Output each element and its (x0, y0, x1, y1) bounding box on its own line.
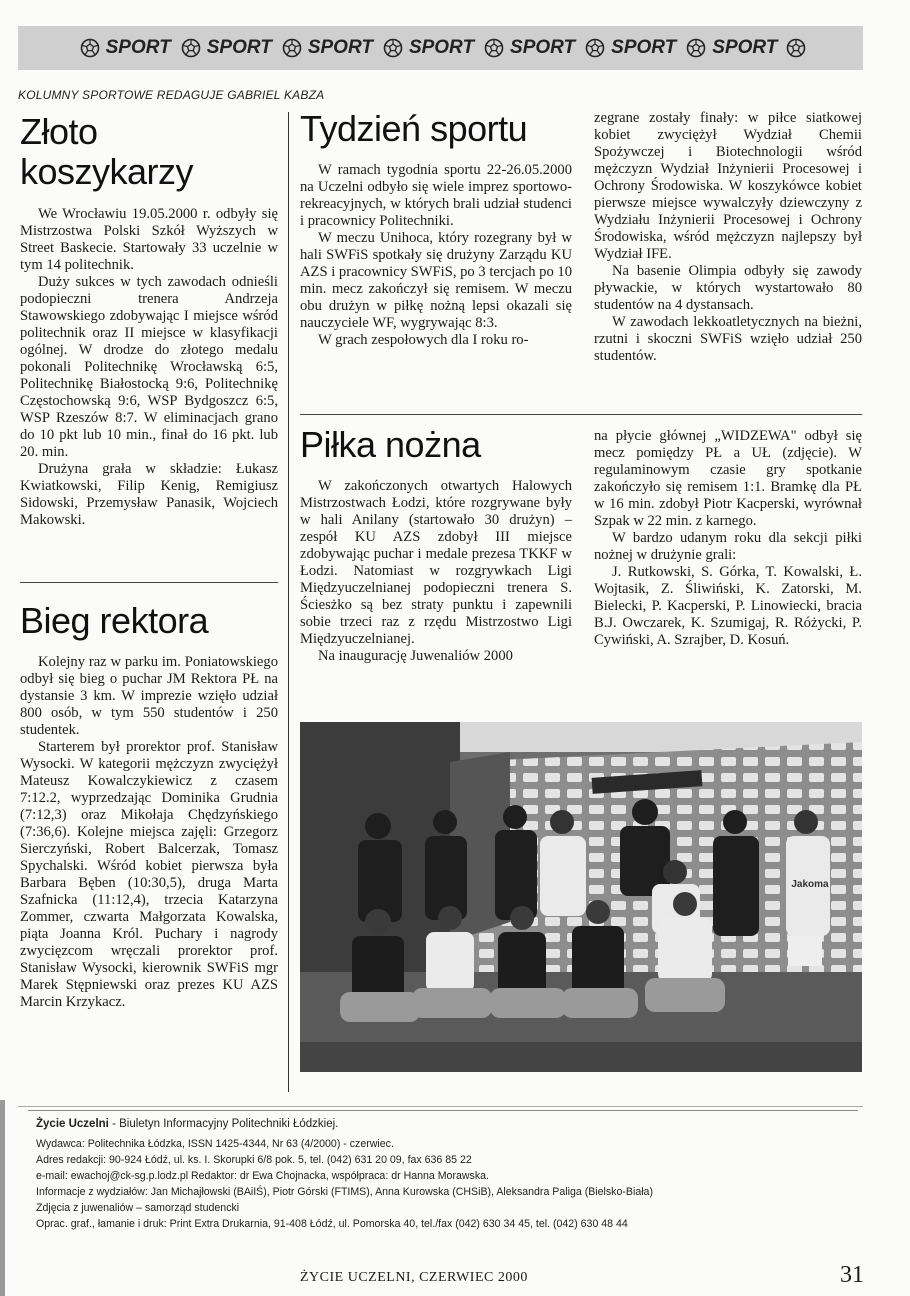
colophon-line: Wydawca: Politechnika Łódzka, ISSN 1425-4344, Nr 63 (4/2000) - czerwiec. (36, 1138, 394, 1150)
article-title (20, 112, 278, 192)
team-photo-illustration (300, 722, 862, 1072)
football-icon (686, 38, 706, 58)
team-photo (300, 722, 862, 1072)
colophon-line: Adres redakcji: 90-924 Łódź, ul. ks. I. Skorupki 6/8 pok. 5, tel. (042) 631 20 09, fax 636 85 22 (36, 1154, 472, 1166)
article-title: Tydzień sportu (300, 108, 528, 149)
article-body (20, 654, 278, 1011)
paragraph: Starterem był prorektor prof. Stanisław Wysocki. W kategorii mężczyzn zwyciężył Mateusz Kowalczykiewicz z czasem 7:12.2, wyprzedzając Dominika Grudnia (7:12,3) oraz Mikołaja Chędzyńskiego (7:36,6). Kolejne miejsca zajęli: Grzegorz Sierczyński, Robert Balcerzak, Tomasz Spychalski. Wśród kobiet pierwsza była Barbara Bęben (10:30,5), druga Marta Szafnicka (11:12,4), trzecia Katarzyna Zommer, czwarta Małgorzata Kowalska, piąta Joanna Król. Puchary i nagrody zwycięzcom wręczali prorektor prof. Stanisław Wysocki, kierownik SWFiS mgr Marek Stępniewski oraz prezes KU AZS Marcin Krzykacz. (20, 739, 278, 1010)
banner-item (686, 37, 777, 59)
article-body-col2 (594, 428, 862, 649)
colophon (28, 1110, 858, 1239)
football-icon (585, 38, 605, 58)
football-icon (484, 38, 504, 58)
colophon-line: Oprac. graf., łamanie i druk: Print Extra Drukarnia, 91-408 Łódź, ul. Pomorska 40, tel./fax (042) 630 34 45, tel. (042) 630 48 44 (36, 1218, 628, 1230)
banner-item (181, 37, 272, 59)
section-divider (300, 414, 862, 415)
colophon-title-rest: - Biuletyn Informacyjny Politechniki Łódzkiej. (108, 1118, 339, 1130)
paragraph: na płycie głównej „WIDZEWA" odbył się mecz pomiędzy PŁ a UŁ (zdjęcie). W regulaminowym czasie gry spotkanie zakończyło się remisem 1:1. Bramkę dla PŁ w 16 min. zdobył Piotr Kacperski, wyrównał Szpak w 22 min. z karnego. (594, 428, 862, 529)
banner-item (484, 37, 575, 59)
banner-label: SPORT (206, 37, 272, 58)
section-divider (20, 582, 278, 583)
football-icon (786, 38, 806, 58)
paragraph: Na inaugurację Juwenaliów 2000 (318, 648, 513, 664)
article-tydzien-sportu-col2 (594, 110, 862, 365)
paragraph: W bardzo udanym roku dla sekcji piłki nożnej w drużynie grali: (594, 530, 862, 563)
article-pilka-nozna (300, 424, 572, 665)
paragraph: Kolejny raz w parku im. Poniatowskiego odbył się bieg o puchar JM Rektora PŁ na dystansie 3 km. W imprezie wzięło udział 800 osób, w tym 550 studentów i 250 studentek. (20, 654, 278, 738)
football-icon (282, 38, 302, 58)
banner-label: SPORT (712, 37, 778, 58)
article-body-col2 (594, 110, 862, 365)
football-icon (80, 38, 100, 58)
article-tydzien-sportu (300, 108, 572, 349)
banner-label: SPORT (105, 37, 171, 58)
title-line-2: koszykarzy (20, 151, 194, 192)
article-title: Bieg rektora (20, 600, 209, 641)
football-icon (383, 38, 403, 58)
article-body-col1 (300, 162, 572, 349)
paragraph: W ramach tygodnia sportu 22-26.05.2000 na Uczelni odbyło się wiele imprez sportowo-rekreacyjnych, w których brali udział studenci i pracownicy Politechniki. (300, 162, 572, 229)
article-bieg-rektora (20, 600, 278, 1011)
shirt-text: Jakoma (791, 879, 829, 890)
banner-item (282, 37, 373, 59)
paragraph: zegrane zostały finały: w piłce siatkowej kobiet zwyciężył Wydział Chemii Spożywczej i Biotechnologii wśród mężczyzn Wydział Inżynierii Procesowej i Ochrony Środowiska. W koszykówce kobiet pierwsze miejsce wywalczyły dziewczyny z Wydziału Inżynierii Procesowej i Ochrony Środowiska, wśród mężczyzn najlepszy był Wydział IFE. (594, 110, 862, 262)
title-line-1: Złoto (20, 111, 98, 152)
colophon-line: Informacje z wydziałów: Jan Michajłowski (BAiIŚ), Piotr Górski (FTIMS), Anna Kurowska (CHSiB), Aleksandra Paliga (Bielsko-Biała) (36, 1186, 653, 1198)
colophon-title (36, 1118, 338, 1130)
paragraph: Drużyna grała w składzie: Łukasz Kwiatkowski, Filip Kenig, Remigiusz Sidowski, Przemysław Panasik, Wojciech Makowski. (20, 461, 278, 528)
banner-label: SPORT (510, 37, 576, 58)
publication-footer: ŻYCIE UCZELNI, CZERWIEC 2000 (300, 1270, 528, 1285)
sport-banner (18, 26, 863, 70)
banner-item (383, 37, 474, 59)
colophon-line: e-mail: ewachoj@ck-sg.p.lodz.pl Redaktor: dr Ewa Chojnacka, współpraca: dr Hanna Morawska. (36, 1170, 489, 1182)
paragraph: We Wrocławiu 19.05.2000 r. odbyły się Mistrzostwa Polski Szkół Wyższych w Street Baskecie. Startowały 33 uczelnie w tym 14 politechnik. (20, 206, 278, 273)
banner-label: SPORT (611, 37, 677, 58)
article-pilka-nozna-col2 (594, 428, 862, 649)
article-body-col1 (300, 478, 572, 665)
article-zloto-koszykarzy (20, 112, 278, 529)
paragraph: W grach zespołowych dla I roku ro- (318, 332, 529, 348)
banner-item (585, 37, 676, 59)
article-title: Piłka nożna (300, 424, 481, 465)
football-icon (181, 38, 201, 58)
colophon-line: Zdjęcia z juwenaliów – samorząd studencki (36, 1202, 240, 1214)
paragraph: W meczu Unihoca, który rozegrany był w hali SWFiS spotkały się drużyny Zarządu KU AZS i pracownicy SWFiS, po 3 tercjach po 10 min. mecz zakończył się remisem. W meczu obu drużyn w piłkę nożną lepsi okazali się nauczyciele WF, wygrywając 8:3. (300, 230, 572, 331)
footer-rule (18, 1106, 863, 1107)
paragraph: W zakończonych otwartych Halowych Mistrzostwach Łodzi, które rozgrywane były w hali Anilany (startowało 30 drużyn) – zespół KU AZS zdobył III miejsce zdobywając puchar i medale prezesa TKKF w Łodzi. Natomiast w rozgrywkach Ligi Międzyuczelnianej podopieczni trenera S. Ściesżko są bez straty punktu i zapewnili sobie trzeci raz z rzędu Mistrzostwo Ligi Międzyuczelnianej. (300, 478, 572, 647)
page-edge-shadow (0, 1100, 5, 1296)
banner-label: SPORT (307, 37, 373, 58)
paragraph: W zawodach lekkoatletycznych na bieżni, rzutni i skoczni SWFiS wzięło udział 250 studentów. (594, 314, 862, 364)
article-body (20, 206, 278, 529)
editor-line: KOLUMNY SPORTOWE REDAGUJE GABRIEL KABZA (18, 88, 325, 102)
page-number: 31 (840, 1262, 864, 1288)
colophon-title-bold: Życie Uczelni (36, 1118, 109, 1130)
banner-item (80, 37, 171, 59)
paragraph: Duży sukces w tych zawodach odnieśli podopieczni trenera Andrzeja Stawowskiego zdobywając I miejsce wśród politechnik oraz II miejsce w klasyfikacji ogólnej. W drodze do złotego medalu pokonali Politechnikę Wrocławską 6:5, Politechnikę Białostocką 9:6, Politechnikę Częstochowską 9:6, WSP Bydgoszcz 6:5, WSP Rzeszów 8:7. W eliminacjach grano do 10 pkt lub 10 min., finał do 16 pkt. lub 20. min. (20, 274, 278, 460)
paragraph: J. Rutkowski, S. Górka, T. Kowalski, Ł. Wojtasik, Z. Śliwiński, K. Zatorski, M. Bielecki, P. Kacperski, P. Linowiecki, bracia B.J. Owczarek, K. Szumigaj, R. Różycki, P. Cywiński, A. Szrajber, D. Kosuń. (594, 564, 862, 648)
paragraph: Na basenie Olimpia odbyły się zawody pływackie, w których wystartowało 80 studentów na 4 dystansach. (594, 263, 862, 313)
column-rule (288, 112, 289, 1092)
banner-label: SPORT (408, 37, 475, 58)
